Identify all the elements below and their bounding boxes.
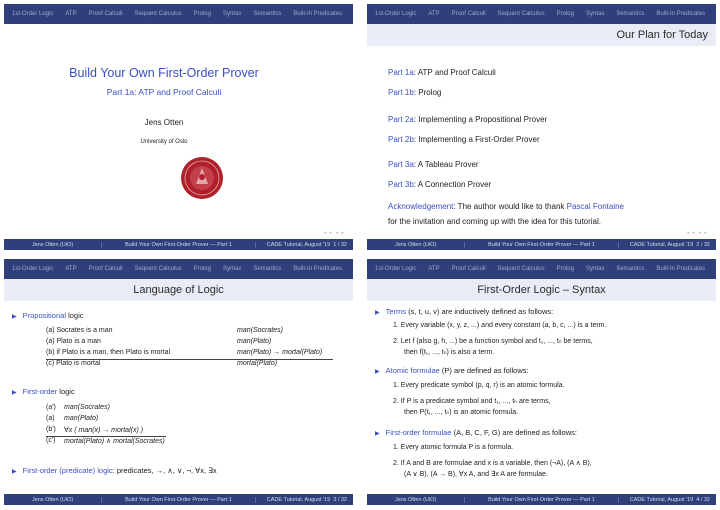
prop-formula: man(Socrates) bbox=[237, 327, 283, 334]
footer-event: CADE Tutorial, August '19 2 / 32 bbox=[629, 241, 710, 248]
slide-2 bbox=[367, 4, 716, 250]
footer bbox=[4, 494, 353, 505]
bullet-first-order: ▶ First-order logic bbox=[12, 387, 75, 396]
page-number: 2 / 32 bbox=[696, 241, 710, 248]
nav-item[interactable]: Proof Calculi bbox=[451, 266, 486, 272]
page-number: 4 / 32 bbox=[696, 496, 710, 503]
nav-item[interactable]: Syntax bbox=[585, 11, 605, 17]
nav-item[interactable]: ATP bbox=[65, 11, 77, 17]
plan-item: Part 3b: A Connection Prover bbox=[388, 180, 492, 189]
nav-item[interactable]: ATP bbox=[428, 11, 440, 17]
footer bbox=[4, 239, 353, 250]
fo-num: (a) bbox=[46, 415, 55, 422]
footer-event: CADE Tutorial, August '19 1 / 32 bbox=[266, 241, 347, 248]
atomic-rule-1: 1. Every predicate symbol (p, q, r) is an atomic formula. bbox=[393, 382, 565, 389]
nav-bar bbox=[367, 4, 716, 24]
slide-title: Language of Logic bbox=[4, 279, 353, 301]
plan-item: Part 2a: Implementing a Propositional Prover bbox=[388, 115, 548, 124]
formula-rule-1: 1. Every atomic formula P is a formula. bbox=[393, 444, 514, 451]
beamer-nav-symbols[interactable]: ◂ ▸ ◂ ▸ bbox=[686, 230, 708, 236]
footer-author: Jens Otten (UiO) bbox=[367, 242, 465, 248]
plan-item: Part 1a: ATP and Proof Calculi bbox=[388, 68, 496, 77]
slide-3 bbox=[4, 259, 353, 505]
footer-event: CADE Tutorial, August '19 4 / 32 bbox=[629, 496, 710, 503]
nav-bar bbox=[4, 259, 353, 279]
nav-bar bbox=[367, 259, 716, 279]
prop-formula: man(Plato) bbox=[237, 338, 272, 345]
footer-title: Build Your Own First-Order Prover — Part 1 bbox=[465, 242, 619, 248]
bullet-icon: ▶ bbox=[12, 469, 17, 475]
terms-rule-1: 1. Every variable (x, y, z, ...) and every constant (a, b, c, ...) is a term. bbox=[393, 322, 607, 329]
nav-bar bbox=[4, 4, 353, 24]
institution: University of Oslo bbox=[140, 139, 188, 145]
slide-title: Our Plan for Today bbox=[367, 24, 716, 46]
formula-rule-2: 2. If A and B are formulae and x is a variable, then (¬A), (A ∧ B), bbox=[393, 460, 592, 467]
nav-item[interactable]: Built-In Predicates bbox=[656, 266, 706, 272]
fo-formula: ∀x ( man(x) → mortal(x) ) bbox=[64, 427, 144, 434]
slide-title: First-Order Logic – Syntax bbox=[367, 279, 716, 301]
acknowledgement-line-2: for the invitation and coming up with the idea for this tutorial. bbox=[388, 217, 602, 226]
bullet-icon: ▶ bbox=[375, 310, 380, 316]
plan-item: Part 2b: Implementing a First-Order Prover bbox=[388, 135, 540, 144]
bullet-propositional: ▶ Propositional logic bbox=[12, 311, 84, 320]
terms-rule-2: 2. Let f (also g, h, ...) be a function symbol and t₁, ..., tₙ be terms, bbox=[393, 338, 593, 345]
atomic-rule-2-cont: then P(t₁, ..., tₙ) is an atomic formula. bbox=[404, 409, 519, 416]
nav-item[interactable]: 1st-Order Logic bbox=[375, 11, 417, 17]
footer bbox=[367, 239, 716, 250]
university-seal-icon bbox=[180, 156, 224, 200]
fo-num: (c') bbox=[46, 437, 56, 444]
acknowledgement: Acknowledgement: The author would like to thank Pascal Fontaine bbox=[388, 202, 625, 211]
nav-item[interactable]: Syntax bbox=[222, 11, 242, 17]
plan-item: Part 3a: A Tableau Prover bbox=[388, 160, 479, 169]
atomic-rule-2: 2. If P is a predicate symbol and t₁, ..., tₙ are terms, bbox=[393, 398, 551, 405]
footer-author: Jens Otten (UiO) bbox=[367, 497, 465, 503]
footer-author: Jens Otten (UiO) bbox=[4, 497, 102, 503]
nav-item[interactable]: Built-In Predicates bbox=[293, 266, 343, 272]
nav-item[interactable]: Sequent Calculus bbox=[134, 11, 182, 17]
bullet-icon: ▶ bbox=[12, 314, 17, 320]
nav-item[interactable]: Sequent Calculus bbox=[497, 11, 545, 17]
bullet-icon: ▶ bbox=[375, 369, 380, 375]
nav-item[interactable]: Semantics bbox=[616, 11, 645, 17]
nav-item[interactable]: Syntax bbox=[222, 266, 242, 272]
nav-item[interactable]: Semantics bbox=[253, 266, 282, 272]
nav-item[interactable]: 1st-Order Logic bbox=[12, 11, 54, 17]
formula-rule-2-cont: (A ∨ B), (A → B), ∀x A, and ∃x A are formulae. bbox=[404, 471, 548, 478]
nav-item[interactable]: Prolog bbox=[193, 11, 211, 17]
bullet-icon: ▶ bbox=[375, 431, 380, 437]
nav-item[interactable]: 1st-Order Logic bbox=[375, 266, 417, 272]
nav-item[interactable]: Sequent Calculus bbox=[497, 266, 545, 272]
page-number: 1 / 32 bbox=[333, 241, 347, 248]
footer-author: Jens Otten (UiO) bbox=[4, 242, 102, 248]
footer bbox=[367, 494, 716, 505]
nav-item[interactable]: Proof Calculi bbox=[88, 266, 123, 272]
page-number: 3 / 32 bbox=[333, 496, 347, 503]
nav-item[interactable]: Semantics bbox=[616, 266, 645, 272]
nav-item[interactable]: Built-In Predicates bbox=[656, 11, 706, 17]
footer-event: CADE Tutorial, August '19 3 / 32 bbox=[266, 496, 347, 503]
prop-formula: mortal(Plato) bbox=[237, 360, 278, 367]
slide-1 bbox=[4, 4, 353, 250]
prop-row: (c) Plato is mortal bbox=[46, 360, 101, 367]
fo-formula: mortal(Plato) ∧ mortal(Socrates) bbox=[64, 438, 165, 445]
bullet-terms: ▶ Terms (s, t, u, v) are inductively defined as follows: bbox=[375, 307, 554, 316]
bullet-predicate-logic: ▶ First-order (predicate) logic: predicates, →, ∧, ∨, ¬, ∀x, ∃x bbox=[12, 466, 217, 475]
presentation-subtitle: Part 1a: ATP and Proof Calculi bbox=[106, 87, 222, 97]
fo-num: (a') bbox=[46, 404, 56, 411]
footer-title: Build Your Own First-Order Prover — Part 1 bbox=[102, 497, 256, 503]
nav-item[interactable]: ATP bbox=[65, 266, 77, 272]
prop-row: (b) if Plato is a man, then Plato is mortal bbox=[46, 349, 171, 356]
terms-rule-2-cont: then f(t₁, ..., tₙ) is also a term. bbox=[404, 349, 495, 356]
nav-item[interactable]: Proof Calculi bbox=[451, 11, 486, 17]
bullet-atomic: ▶ Atomic formulae (P) are defined as follows: bbox=[375, 366, 529, 375]
fo-formula: man(Socrates) bbox=[64, 404, 110, 411]
beamer-nav-symbols[interactable]: ◂ ▸ ◂ ▸ bbox=[323, 230, 345, 236]
prop-formula: man(Plato) → mortal(Plato) bbox=[237, 349, 323, 356]
nav-item[interactable]: 1st-Order Logic bbox=[12, 266, 54, 272]
fo-num: (b') bbox=[46, 426, 56, 433]
prop-row: (a) Socrates is a man bbox=[46, 327, 113, 334]
fo-formula: man(Plato) bbox=[64, 415, 99, 422]
author-name: Jens Otten bbox=[144, 118, 184, 127]
bullet-icon: ▶ bbox=[12, 390, 17, 396]
nav-item[interactable]: Proof Calculi bbox=[88, 11, 123, 17]
nav-item[interactable]: Prolog bbox=[556, 11, 574, 17]
footer-title: Build Your Own First-Order Prover — Part 1 bbox=[102, 242, 256, 248]
nav-item[interactable]: ATP bbox=[428, 266, 440, 272]
nav-item[interactable]: Syntax bbox=[585, 266, 605, 272]
nav-item[interactable]: Sequent Calculus bbox=[134, 266, 182, 272]
slide-4 bbox=[367, 259, 716, 505]
presentation-title: Build Your Own First-Order Prover bbox=[69, 66, 259, 80]
nav-item[interactable]: Built-In Predicates bbox=[293, 11, 343, 17]
bullet-formulae: ▶ First-order formulae (A, B, C, F, G) are defined as follows: bbox=[375, 428, 577, 437]
footer-title: Build Your Own First-Order Prover — Part 1 bbox=[465, 497, 619, 503]
nav-item[interactable]: Semantics bbox=[253, 11, 282, 17]
nav-item[interactable]: Prolog bbox=[193, 266, 211, 272]
nav-item[interactable]: Prolog bbox=[556, 266, 574, 272]
plan-item: Part 1b: Prolog bbox=[388, 88, 442, 97]
prop-row: (a) Plato is a man bbox=[46, 338, 101, 345]
